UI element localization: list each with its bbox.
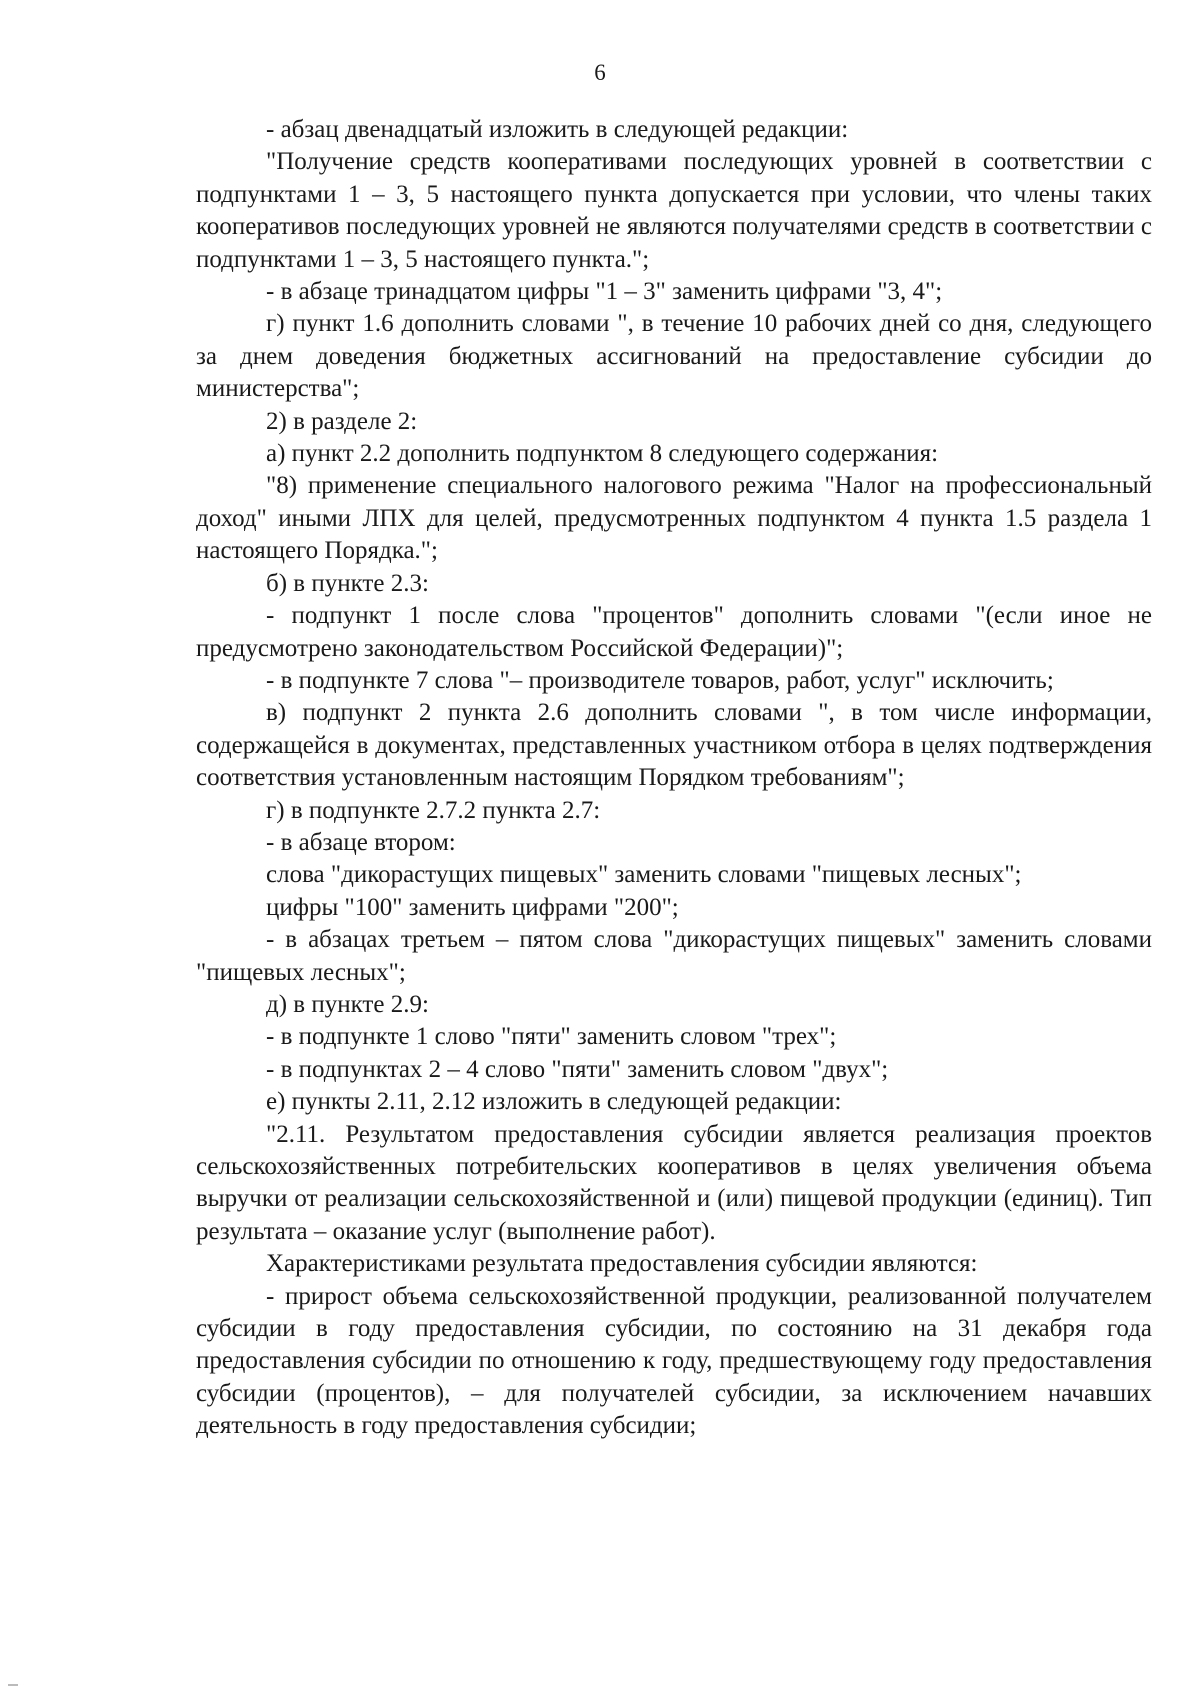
paragraph-16: - в абзацах третьем – пятом слова "дикорастущих пищевых" заменить словами "пищевых лесных"; [196, 926, 1152, 986]
paragraph-21: "2.11. Результатом предоставления субсидии является реализация проектов сельскохозяйственных потребительских кооперативов в целях увеличения объема выручки от реализации сельскохозяйственной и (или) пищевой продукции (единиц). Тип результата – оказание услуг (выполнение работ). [196, 1120, 1152, 1245]
paragraph-8: б) в пункте 2.3: [266, 569, 429, 597]
paragraph-15: цифры "100" заменить цифрами "200"; [266, 893, 679, 921]
paragraph-5: 2) в разделе 2: [266, 407, 418, 435]
paragraph-3: - в абзаце тринадцатом цифры "1 – 3" заменить цифрами "3, 4"; [266, 278, 943, 306]
paragraph-20: е) пункты 2.11, 2.12 изложить в следующей редакции: [266, 1088, 842, 1116]
paragraph-17: д) в пункте 2.9: [266, 990, 429, 1018]
paragraph-9: - подпункт 1 после слова "процентов" дополнить словами "(если иное не предусмотрено законодательством Российской Федерации)"; [196, 602, 1152, 662]
paragraph-10: - в подпункте 7 слова "– производителе товаров, работ, услуг" исключить; [266, 666, 1054, 694]
paragraph-4: г) пункт 1.6 дополнить словами ", в течение 10 рабочих дней со дня, следующего за днем доведения бюджетных ассигнований на предоставление субсидии до министерства"; [196, 310, 1152, 403]
paragraph-18: - в подпункте 1 слово "пяти" заменить словом "трех"; [266, 1023, 837, 1051]
paragraph-13: - в абзаце втором: [266, 828, 456, 856]
paragraph-6: а) пункт 2.2 дополнить подпунктом 8 следующего содержания: [266, 440, 939, 468]
paragraph-1: - абзац двенадцатый изложить в следующей редакции: [266, 116, 849, 143]
document-body [196, 114, 1152, 1443]
paragraph-19: - в подпунктах 2 – 4 слово "пяти" заменить словом "двух"; [266, 1055, 889, 1083]
paragraph-12: г) в подпункте 2.7.2 пункта 2.7: [266, 796, 601, 824]
paragraph-23: - прирост объема сельскохозяйственной продукции, реализованной получателем субсидии в году предоставления субсидии, по состоянию на 31 декабря года предоставления субсидии по отношению к году, предшествующему году предоставления субсидии (процентов), – для получателей субсидии, за исключением начавших деятельность в году предоставления субсидии; [196, 1282, 1152, 1440]
paragraph-2: "Получение средств кооперативами последующих уровней в соответствии с подпунктами 1 – 3, 5 настоящего пункта допускается при условии, что члены таких кооперативов последующих уровней не являются получателями средств в соответствии с подпунктами 1 – 3, 5 настоящего пункта."; [196, 148, 1152, 273]
paragraph-11: в) подпункт 2 пункта 2.6 дополнить словами ", в том числе информации, содержащейся в документах, представленных участником отбора в целях подтверждения соответствия установленным настоящим Порядком требованиям"; [196, 699, 1152, 792]
page-number: 6 [594, 60, 606, 85]
paragraph-22: Характеристиками результата предоставления субсидии являются: [266, 1250, 978, 1278]
paragraph-7: "8) применение специального налогового режима "Налог на профессиональный доход" иными ЛПХ для целей, предусмотренных подпунктом 4 пункта 1.5 раздела 1 настоящего Порядка."; [196, 472, 1152, 565]
scan-edge-mark [8, 1684, 18, 1686]
paragraph-14: слова "дикорастущих пищевых" заменить словами "пищевых лесных"; [266, 861, 1022, 889]
